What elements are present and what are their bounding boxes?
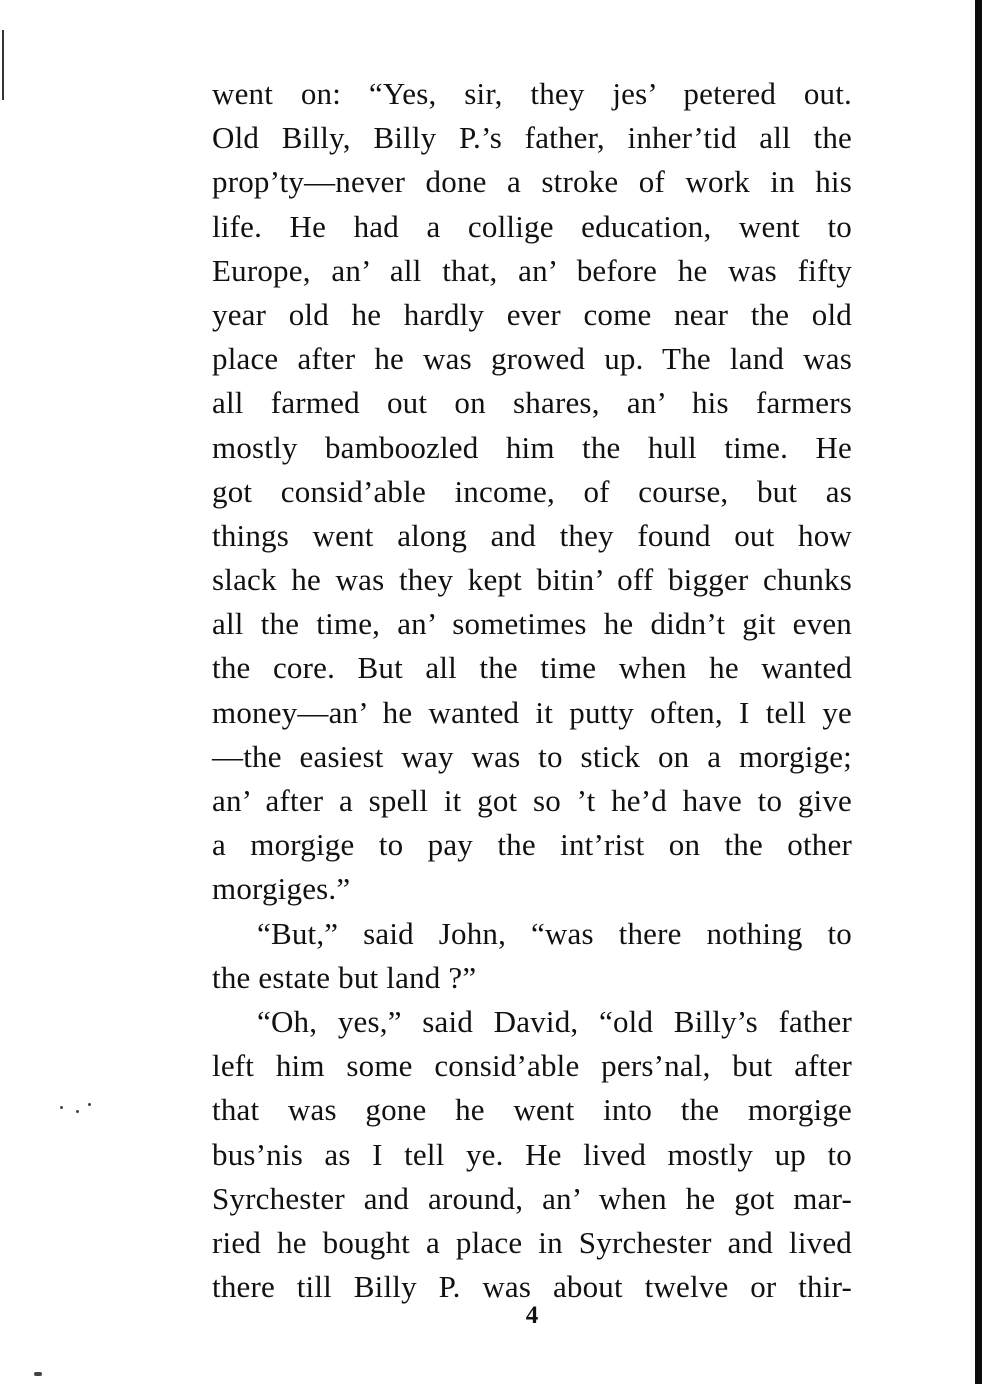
text-line: “But,” said John, “was there nothing to (257, 915, 852, 951)
scan-speck (34, 1372, 42, 1376)
scan-edge-shadow (975, 0, 982, 1384)
text-line: prop’ty—never done a stroke of work in his (212, 164, 852, 200)
text-line: the core. But all the time when he wanted (212, 650, 852, 686)
scan-speck (88, 1103, 91, 1106)
text-line: money—an’ he wanted it putty often, I tell ye (212, 694, 852, 730)
text-line: —the easiest way was to stick on a morgige; (212, 738, 852, 774)
scan-edge-mark (2, 30, 4, 100)
text-line: that was gone he went into the morgige (212, 1092, 852, 1128)
text-line: ried he bought a place in Syrchester and lived (212, 1224, 852, 1260)
text-line: an’ after a spell it got so ’t he’d have to give (212, 783, 852, 818)
scan-speck (60, 1106, 63, 1109)
text-line: the estate but land ?” (212, 959, 477, 995)
body-text (212, 72, 852, 1309)
text-line: year old he hardly ever come near the old (212, 296, 852, 332)
page-number: 4 (525, 1302, 539, 1329)
text-line: place after he was growed up. The land was (212, 341, 852, 377)
scan-speck (76, 1110, 79, 1113)
text-line: slack he was they kept bitin’ off bigger chunks (212, 562, 852, 598)
text-line: a morgige to pay the int’rist on the other (212, 827, 852, 863)
text-line: all farmed out on shares, an’ his farmers (212, 385, 852, 421)
text-line: bus’nis as I tell ye. He lived mostly up to (212, 1136, 852, 1172)
text-line: “Oh, yes,” said David, “old Billy’s father (257, 1003, 852, 1039)
text-line: Europe, an’ all that, an’ before he was fifty (212, 252, 852, 288)
text-line: left him some consid’able pers’nal, but after (212, 1048, 852, 1084)
text-line: all the time, an’ sometimes he didn’t git even (212, 606, 852, 642)
text-line: mostly bamboozled him the hull time. He (212, 429, 852, 465)
text-line: there till Billy P. was about twelve or thir- (212, 1269, 852, 1305)
text-line: Old Billy, Billy P.’s father, inher’tid all the (212, 120, 852, 156)
text-line: morgiges.” (212, 871, 351, 907)
text-line: life. He had a collige education, went to (212, 208, 852, 244)
text-line: went on: “Yes, sir, they jes’ petered out. (212, 76, 852, 111)
text-line: things went along and they found out how (212, 517, 852, 553)
text-line: got consid’able income, of course, but as (212, 473, 852, 509)
text-line: Syrchester and around, an’ when he got mar- (212, 1180, 852, 1216)
